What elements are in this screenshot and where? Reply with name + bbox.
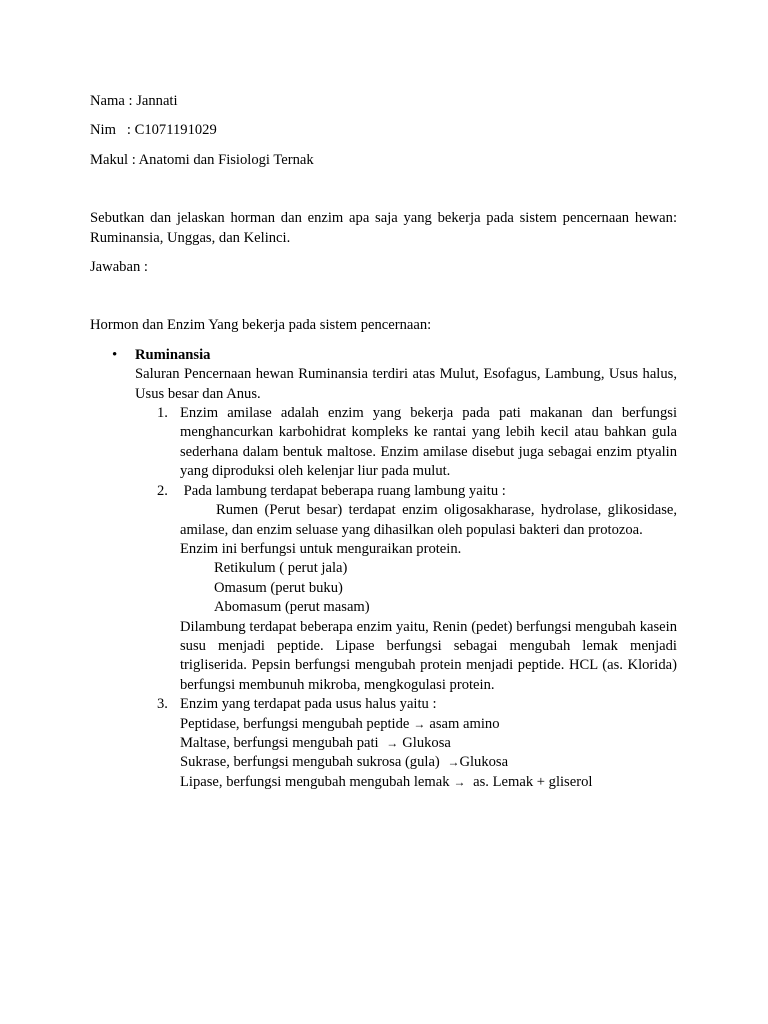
enzyme-product: Glukosa (402, 734, 451, 751)
stomach-part: Retikulum ( perut jala) (214, 560, 348, 577)
question-text: Sebutkan dan jelaskan horman dan enzim apa saja yang bekerja pada sistem pencernaan hewan: Ruminansia, Unggas, dan Kelinci. (90, 210, 677, 246)
enzyme-row (180, 773, 677, 792)
list-number: 3. (157, 696, 168, 713)
enzyme-desc: Lipase, berfungsi mengubah mengubah lemak (180, 773, 450, 790)
document-page (90, 92, 677, 792)
numbered-list (135, 404, 677, 792)
stomach-part: Abomasum (perut masam) (214, 599, 370, 616)
enzyme-row (180, 734, 677, 753)
course-name: Makul : Anatomi dan Fisiologi Ternak (90, 151, 314, 168)
arrow-right-icon: → (386, 735, 399, 750)
enzyme-desc: Maltase, berfungsi mengubah pati (180, 734, 383, 751)
intro-text: Hormon dan Enzim Yang bekerja pada sistem pencernaan: (90, 317, 432, 334)
list-item (135, 404, 677, 482)
enzyme-row (180, 753, 677, 772)
enzyme-product: asam amino (429, 715, 500, 732)
student-name: Nama : Jannati (90, 93, 178, 109)
enzyme-row (180, 715, 677, 734)
enzyme-product: as. Lemak + gliserol (469, 773, 593, 790)
list-item-lead: Pada lambung terdapat beberapa ruang lambung yaitu : (180, 482, 506, 499)
section-title: Ruminansia (135, 346, 211, 363)
section-ruminansia (90, 346, 677, 404)
list-item-text: Enzim amilase adalah enzim yang bekerja pada pati makanan dan berfungsi menghancurkan karbohidrat kompleks ke rantai yang lebih kecil atau bahkan gula sederhana dalam bentuk maltose. Enzim amilase disebut juga sebagai enzim ptyalin yang diproduksi oleh kelenjar liur pada mulut. (180, 405, 677, 480)
stomach-enzymes-text: Dilambung terdapat beberapa enzim yaitu, Renin (pedet) berfungsi mengubah kasein susu menjadi peptide. Lipase berfungsi sebagai mengubah lemak menjadi trigliserida. Pepsin berfungsi mengubah protein menjadi peptide. HCL (as. Klorida) berfungsi membunuh mikroba, mengkogulasi protein. (180, 618, 677, 693)
bullet-icon: • (112, 346, 118, 363)
enzyme-desc: Sukrase, berfungsi mengubah sukrosa (gula) (180, 754, 444, 771)
list-item (135, 482, 677, 695)
list-number: 1. (157, 405, 168, 422)
numbered-list-wrapper (90, 404, 677, 792)
enzyme-product: Glukosa (459, 754, 509, 771)
answer-label: Jawaban : (90, 259, 148, 276)
arrow-right-icon: → (447, 755, 460, 770)
section-description: Saluran Pencernaan hewan Ruminansia terdiri atas Mulut, Esofagus, Lambung, Usus halus, Usus besar dan Anus. (135, 366, 677, 402)
student-nim: Nim : C1071191029 (90, 122, 217, 139)
list-number: 2. (157, 482, 168, 499)
stomach-part: Omasum (perut buku) (214, 579, 343, 596)
rumen-note: Enzim ini berfungsi untuk menguraikan protein. (180, 540, 462, 557)
rumen-text: Rumen (Perut besar) terdapat enzim oligosakharase, hydrolase, glikosidase, amilase, dan enzim seluase yang dihasilkan oleh populasi bakteri dan protozoa. (180, 502, 677, 538)
list-item-lead: Enzim yang terdapat pada usus halus yaitu : (180, 696, 437, 713)
enzyme-desc: Peptidase, berfungsi mengubah peptide (180, 715, 410, 732)
list-item (135, 695, 677, 792)
arrow-right-icon: → (413, 716, 426, 731)
arrow-right-icon: → (453, 774, 466, 789)
